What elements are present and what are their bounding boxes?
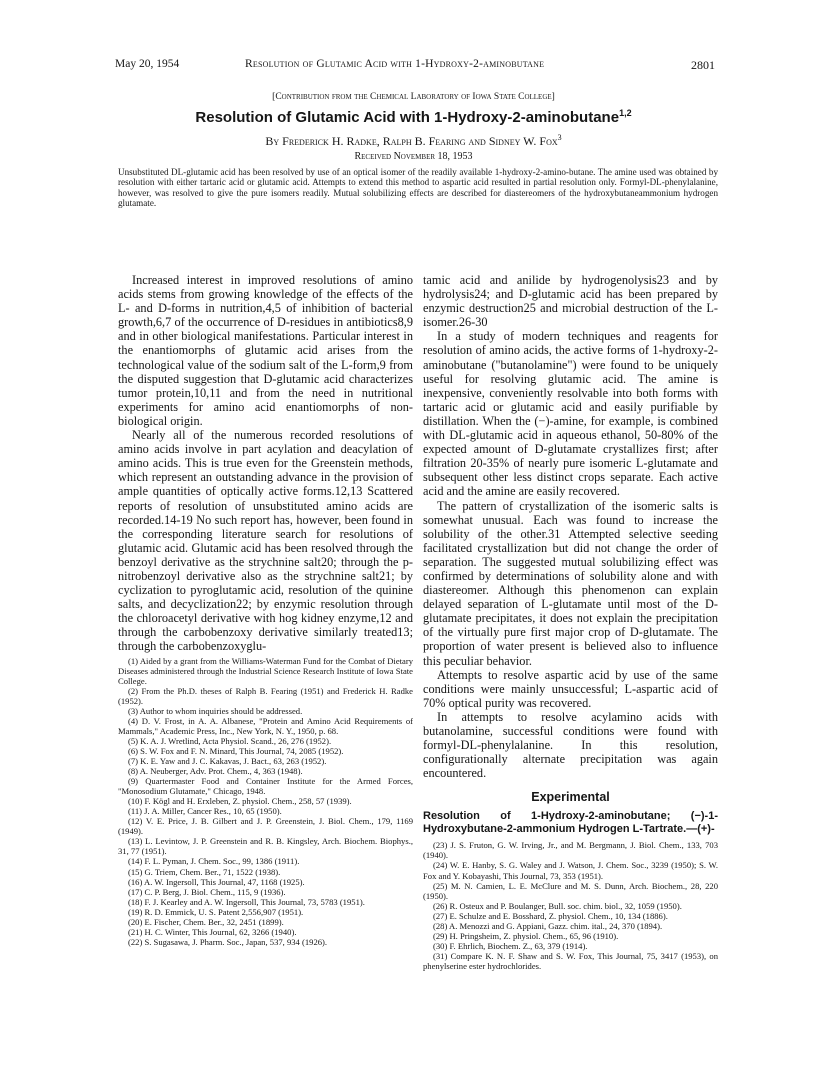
received-date: Received November 18, 1953 <box>354 151 473 162</box>
footnote-11: (11) J. A. Miller, Cancer Res., 10, 65 (1950). <box>128 806 282 817</box>
footnote-30: (30) F. Ehrlich, Biochem. Z., 63, 379 (1914). <box>433 940 588 951</box>
footnote-12: (12) V. E. Price, J. B. Gilbert and J. P. Greenstein, J. Biol. Chem., 179, 1169 (1949). <box>118 816 413 837</box>
right-paragraph-4: Attempts to resolve aspartic acid by use of the same conditions were mainly unsuccessful; L-aspartic acid of 70% optical purity was recovered. <box>423 667 718 710</box>
author-byline <box>0 133 827 149</box>
section-heading-experimental: Experimental <box>531 790 610 805</box>
footnote-27: (27) E. Schulze and E. Bosshard, Z. physiol. Chem., 10, 134 (1886). <box>433 910 668 921</box>
article-title-footnote-marks: 1,2 <box>619 108 632 118</box>
footnote-9: (9) Quartermaster Food and Container Institute for the Armed Forces, "Monosodium Glutamate," Chicago, 1948. <box>118 776 413 797</box>
footnote-7: (7) K. E. Yaw and J. C. Kakavas, J. Bact., 63, 263 (1952). <box>128 756 327 766</box>
footnote-16: (16) A. W. Ingersoll, This Journal, 47, 1168 (1925). <box>128 876 305 887</box>
right-body-text <box>423 273 718 780</box>
right-paragraph-5: In attempts to resolve acylamino acids with butanolamine, successful conditions were found with formyl-DL-phenylalanine. In this resolution, configurationally alternate precipitation was again encountered. <box>423 709 718 781</box>
right-paragraph-2: In a study of modern techniques and reagents for resolution of amino acids, the active forms of 1-hydroxy-2-aminobutane ("butanolamine") were found to be uniquely useful for resolving glutamic acid. The amine is inexpensive, conveniently resolvable into both forms with tartaric acid or glutamic acid and easily purifiable by distillation. When the (−)-amine, for example, is combined with DL-glutamic acid in aqueous ethanol, 50-80% of the expected amount of D-glutamate crystallizes first; after filtration 20-35% of nearly pure isomeric L-glutamate and subsequent other less distinct crops separate. Each active acid and the amine are easily recovered. <box>423 329 718 499</box>
footnote-6: (6) S. W. Fox and F. N. Minard, This Journal, 74, 2085 (1952). <box>128 745 344 756</box>
header-date: May 20, 1954 <box>115 58 180 70</box>
footnote-8: (8) A. Neuberger, Adv. Prot. Chem., 4, 363 (1948). <box>128 766 303 777</box>
subsection-heading-resolution: Resolution of 1-Hydroxy-2-aminobutane; (−)-1-Hydroxybutane-2-ammonium Hydrogen L-Tartrate.—(+)- <box>423 810 718 836</box>
left-footnotes <box>118 656 413 947</box>
footnote-3: (3) Author to whom inquiries should be addressed. <box>128 705 303 716</box>
footnote-17: (17) C. P. Berg, J. Biol. Chem., 115, 9 (1936). <box>128 886 286 897</box>
footnote-25: (25) M. N. Camien, L. E. McClure and M. S. Dunn, Arch. Biochem., 28, 220 (1950). <box>423 880 718 901</box>
footnote-21: (21) H. C. Winter, This Journal, 62, 3266 (1940). <box>128 926 297 937</box>
footnote-20: (20) E. Fischer, Chem. Ber., 32, 2451 (1899). <box>128 916 284 927</box>
header-running-title: Resolution of Glutamic Acid with 1-Hydroxy-2-aminobutane <box>245 58 545 70</box>
author-names: Frederick H. Radke, Ralph B. Fearing and Sidney W. Fox <box>282 134 558 148</box>
footnote-15: (15) G. Triem, Chem. Ber., 71, 1522 (1938). <box>128 866 281 877</box>
footnote-5: (5) K. A. J. Wretlind, Acta Physiol. Scand., 26, 276 (1952). <box>128 735 332 746</box>
left-body-text <box>118 273 413 654</box>
footnote-24: (24) W. E. Hanby, S. G. Waley and J. Watson, J. Chem. Soc., 3239 (1950); S. W. Fox and Y. Kobayashi, This Journal, 73, 353 (1951). <box>423 860 718 881</box>
footnote-13: (13) L. Levintow, J. P. Greenstein and R. B. Kingsley, Arch. Biochem. Biophys., 31, 77 (1951). <box>118 836 413 857</box>
footnote-2: (2) From the Ph.D. theses of Ralph B. Fearing (1951) and Frederick H. Radke (1952). <box>118 685 413 706</box>
contribution-line: [Contribution from the Chemical Laboratory of Iowa State College] <box>272 92 555 102</box>
footnote-29: (29) H. Pringsheim, Z. physiol. Chem., 65, 96 (1910). <box>433 930 619 941</box>
author-byline-prefix: By <box>265 134 283 148</box>
footnote-28: (28) A. Menozzi and G. Appiani, Gazz. chim. ital., 24, 370 (1894). <box>433 920 663 931</box>
footnote-4: (4) D. V. Frost, in A. A. Albanese, "Protein and Amino Acid Requirements of Mammals," Academic Press, Inc., New York, N. Y., 1950, p. 68. <box>118 715 413 736</box>
footnote-14: (14) F. L. Pyman, J. Chem. Soc., 99, 1386 (1911). <box>128 856 300 867</box>
header-page-number: 2801 <box>691 58 715 72</box>
right-paragraph-1: tamic acid and anilide by hydrogenolysis23 and by hydrolysis24; and D-glutamic acid has been prepared by enzymic destruction25 and microbial destruction of the L-isomer.26-30 <box>423 273 718 330</box>
right-column <box>423 273 718 971</box>
footnote-31: (31) Compare K. N. F. Shaw and S. W. Fox, This Journal, 75, 3417 (1953), on phenylserine ester hydrochlorides. <box>423 950 718 971</box>
left-paragraph-2: Nearly all of the numerous recorded resolutions of amino acids involve in part acylation and deacylation of amino acids. This is true even for the Greenstein methods, which represent an outstanding advance in the provision of ample quantities of optically active forms.12,13 Scattered reports of resolution of unsubstituted amino acids are recorded.14-19 No such report has, however, been found in the corresponding literature search for resolutions of glutamic acid. Glutamic acid has been resolved through the benzoyl derivative as the strychnine salt20; through the p-nitrobenzoyl derivative also as the strychnine salt21; by cyclization to pyroglutamic acid, resolution of the quinine salts, and decyclization22; by enzymic resolution through the chloroacetyl derivative with hog kidney enzyme,12 and through the carbobenzoxy derivative similarly treated13; through the carbobenzoxyglu- <box>118 428 413 654</box>
right-paragraph-3: The pattern of crystallization of the isomeric salts is somewhat unusual. Each was found to increase the solubility of the other.31 Attempted selective seeding facilitated crystallization but did not change the order of separation. The suggested mutual solubilizing effect was confirmed by determinations of solubility alone and with diastereomer. Although this phenomenon can explain delayed separation of L-glutamate until most of the D-glutamate precipitates, it does not explain the precipitation of the virtually pure first major crop of D-glutamate. The proportion of water present is believed also to influence this peculiar behavior. <box>423 498 718 668</box>
article-title-text: Resolution of Glutamic Acid with 1-Hydroxy-2-aminobutane <box>195 109 620 126</box>
right-footnotes <box>423 840 718 971</box>
footnote-26: (26) R. Osteux and P. Boulanger, Bull. soc. chim. biol., 32, 1059 (1950). <box>433 900 682 911</box>
abstract: Unsubstituted DL-glutamic acid has been resolved by use of an optical isomer of the readily available 1-hydroxy-2-amino-butane. The amine used was obtained by resolution with either tartaric acid or glutamic acid. Attempts to extend this method to aspartic acid resulted in partial resolution only. Formyl-DL-phenylalanine, however, was resolved to give the pure isomers readily. Mutual solubilizing effects are described for diastereomers of the hydroxybutaneammonium hydrogen glutamate. <box>118 167 718 209</box>
author-footnote-mark: 3 <box>557 133 562 142</box>
footnote-1: (1) Aided by a grant from the Williams-Waterman Fund for the Combat of Dietary Diseases administered through the Industrial Science Research Institute of Iowa State College. <box>118 655 413 686</box>
footnote-19: (19) R. D. Emmick, U. S. Patent 2,556,907 (1951). <box>128 906 304 917</box>
left-paragraph-1: Increased interest in improved resolutions of amino acids stems from growing knowledge of the effects of the L- and D-forms in nutrition,4,5 of inhibition of bacterial growth,6,7 of the occurrence of D-residues in antibiotics8,9 and in other biological manifestations. Particular interest in the enantiomorphs of glutamic acid arises from the technological value of the sodium salt of the L-form,9 from the disputed suggestion that D-glutamic acid characterizes tumor protein,10,11 and from the need in nutritional experiments for amino acid enantiomorphs of non-biological origin. <box>118 273 413 428</box>
footnote-23: (23) J. S. Fruton, G. W. Irving, Jr., and M. Bergmann, J. Biol. Chem., 133, 703 (1940). <box>423 840 718 861</box>
article-title <box>0 108 827 126</box>
footnote-18: (18) F. J. Kearley and A. W. Ingersoll, This Journal, 73, 5783 (1951). <box>128 896 365 907</box>
footnote-22: (22) S. Sugasawa, J. Pharm. Soc., Japan, 537, 934 (1926). <box>128 936 328 947</box>
running-header <box>115 58 715 74</box>
footnote-10: (10) F. Kögl and H. Erxleben, Z. physiol. Chem., 258, 57 (1939). <box>128 796 352 807</box>
left-column <box>118 273 413 947</box>
